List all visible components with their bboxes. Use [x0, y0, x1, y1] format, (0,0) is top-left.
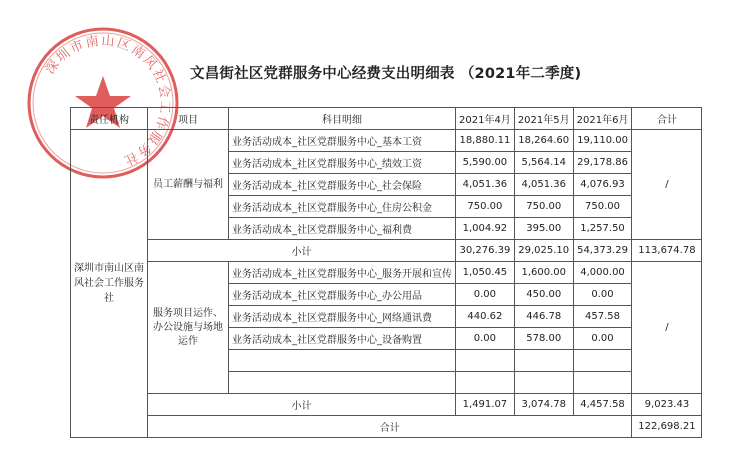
value-cell: [456, 372, 515, 394]
value-cell: 4,000.00: [573, 262, 632, 284]
svg-text:深圳市南山区南风社会工作服务社: 深圳市南山区南风社会工作服务社: [42, 33, 173, 169]
table-row: [71, 262, 702, 284]
value-cell: [514, 350, 573, 372]
subtotal-total: 9,023.43: [632, 394, 702, 416]
value-cell: [573, 350, 632, 372]
value-cell: 0.00: [456, 284, 515, 306]
value-cell: 5,564.14: [514, 152, 573, 174]
header-total: 合计: [632, 108, 702, 130]
subtotal-value: 29,025.10: [514, 240, 573, 262]
header-item: 项目: [148, 108, 229, 130]
value-cell: 18,264.60: [514, 130, 573, 152]
header-m6: 2021年6月: [573, 108, 632, 130]
header-detail: 科目明细: [229, 108, 456, 130]
value-cell: 29,178.86: [573, 152, 632, 174]
value-cell: 1,600.00: [514, 262, 573, 284]
value-cell: 450.00: [514, 284, 573, 306]
detail-cell: 业务活动成本_社区党群服务中心_办公用品: [229, 284, 456, 306]
expense-table: [70, 107, 702, 438]
value-cell: 750.00: [456, 196, 515, 218]
value-cell: 19,110.00: [573, 130, 632, 152]
value-cell: 1,050.45: [456, 262, 515, 284]
detail-cell: 业务活动成本_社区党群服务中心_服务开展和宣传: [229, 262, 456, 284]
subtotal-value: 30,276.39: [456, 240, 515, 262]
header-m5: 2021年5月: [514, 108, 573, 130]
value-cell: 18,880.11: [456, 130, 515, 152]
value-cell: 1,004.92: [456, 218, 515, 240]
grand-total-label: 合计: [148, 416, 632, 438]
category-salary: 员工薪酬与福利: [148, 130, 229, 240]
value-cell: 457.58: [573, 306, 632, 328]
detail-cell: 业务活动成本_社区党群服务中心_基本工资: [229, 130, 456, 152]
detail-cell: 业务活动成本_社区党群服务中心_网络通讯费: [229, 306, 456, 328]
table-row: [71, 130, 702, 152]
subtotal-label: 小计: [148, 394, 456, 416]
value-cell: 578.00: [514, 328, 573, 350]
subtotal-value: 54,373.29: [573, 240, 632, 262]
grand-total-value: 122,698.21: [632, 416, 702, 438]
value-cell: 750.00: [514, 196, 573, 218]
value-cell: [456, 350, 515, 372]
value-cell: 440.62: [456, 306, 515, 328]
detail-cell: 业务活动成本_社区党群服务中心_设备购置: [229, 328, 456, 350]
subtotal-label: 小计: [148, 240, 456, 262]
value-cell: 0.00: [573, 284, 632, 306]
subtotal-value: 3,074.78: [514, 394, 573, 416]
subtotal-row: [71, 394, 702, 416]
value-cell: [573, 372, 632, 394]
value-cell: 1,257.50: [573, 218, 632, 240]
value-cell: 5,590.00: [456, 152, 515, 174]
detail-cell: 业务活动成本_社区党群服务中心_福利费: [229, 218, 456, 240]
grand-total-row: [71, 416, 702, 438]
value-cell: 750.00: [573, 196, 632, 218]
header-m4: 2021年4月: [456, 108, 515, 130]
subtotal-row: [71, 240, 702, 262]
detail-cell: [229, 372, 456, 394]
header-org: 责任机构: [71, 108, 148, 130]
value-cell: 446.78: [514, 306, 573, 328]
detail-cell: 业务活动成本_社区党群服务中心_绩效工资: [229, 152, 456, 174]
group-total: /: [632, 130, 702, 240]
detail-cell: [229, 350, 456, 372]
subtotal-value: 1,491.07: [456, 394, 515, 416]
category-operations: 服务项目运作、办公设施与场地运作: [148, 262, 229, 394]
value-cell: 0.00: [456, 328, 515, 350]
value-cell: 4,051.36: [456, 174, 515, 196]
group-total: /: [632, 262, 702, 394]
value-cell: 0.00: [573, 328, 632, 350]
subtotal-total: 113,674.78: [632, 240, 702, 262]
subtotal-value: 4,457.58: [573, 394, 632, 416]
header-row: [71, 108, 702, 130]
value-cell: 4,076.93: [573, 174, 632, 196]
detail-cell: 业务活动成本_社区党群服务中心_社会保险: [229, 174, 456, 196]
value-cell: 4,051.36: [514, 174, 573, 196]
value-cell: 395.00: [514, 218, 573, 240]
org-name: 深圳市南山区南风社会工作服务社: [71, 130, 148, 438]
value-cell: [514, 372, 573, 394]
detail-cell: 业务活动成本_社区党群服务中心_住房公积金: [229, 196, 456, 218]
page-title: 文昌街社区党群服务中心经费支出明细表 （2021年二季度): [190, 66, 582, 82]
